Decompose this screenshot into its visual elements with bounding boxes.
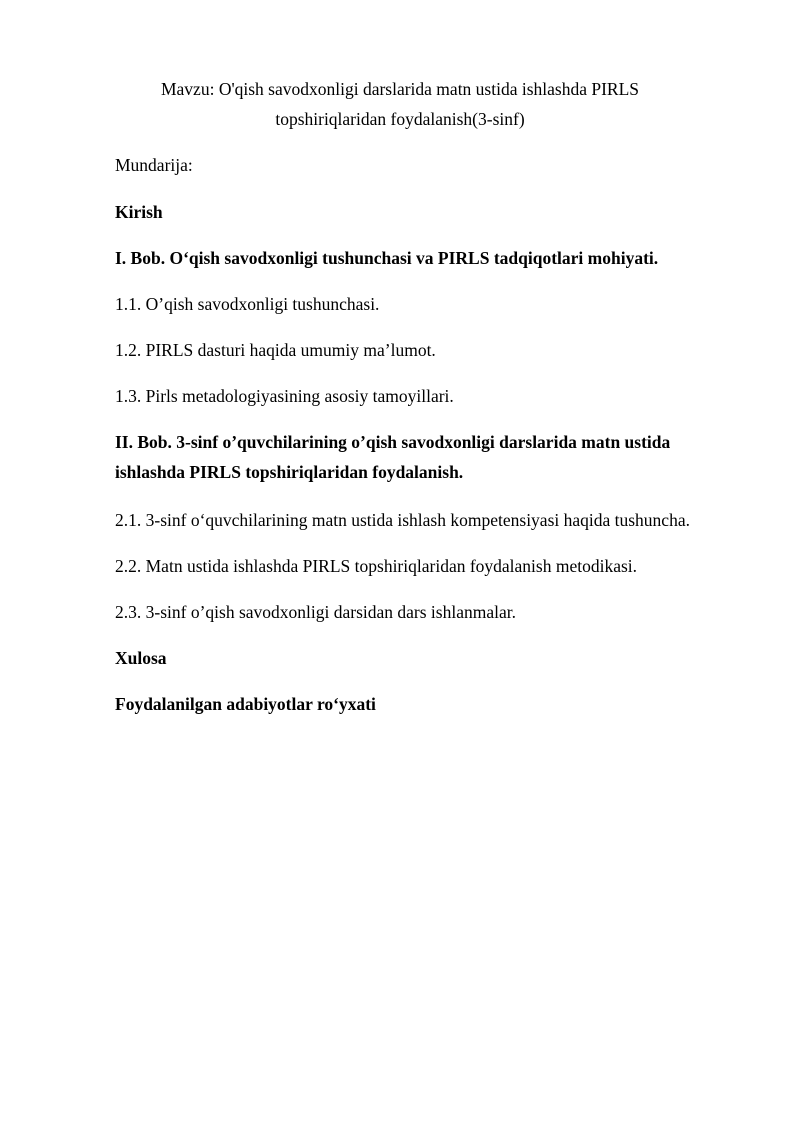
toc-chapter-2-line-1: II. Bob. 3-sinf o’quvchilarining o’qish savodxonligi darslarida matn ustida	[115, 432, 671, 452]
title-line-2: topshiriqlaridan foydalanish(3-sinf)	[275, 109, 525, 129]
toc-section-2-3: 2.3. 3-sinf o’qish savodxonligi darsidan dars ishlanmalar.	[115, 602, 516, 622]
toc-section-2-1: 2.1. 3-sinf o‘quvchilarining matn ustida ishlash kompetensiyasi haqida tushuncha.	[115, 510, 690, 530]
toc-item-intro: Kirish	[115, 202, 163, 222]
toc-chapter-1: I. Bob. O‘qish savodxonligi tushunchasi va PIRLS tadqiqotlari mohiyati.	[115, 248, 659, 268]
toc-section-1-1: 1.1. O’qish savodxonligi tushunchasi.	[115, 294, 380, 314]
toc-heading: Mundarija:	[115, 155, 193, 175]
toc-chapter-2-line-2: ishlashda PIRLS topshiriqlaridan foydalanish.	[115, 462, 464, 482]
toc-chapter-2	[115, 427, 745, 487]
toc-section-1-2: 1.2. PIRLS dasturi haqida umumiy ma’lumot.	[115, 340, 436, 360]
title-line-1: Mavzu: O'qish savodxonligi darslarida matn ustida ishlashda PIRLS	[160, 79, 640, 99]
toc-section-1-3: 1.3. Pirls metadologiyasining asosiy tamoyillari.	[115, 386, 454, 406]
toc-item-conclusion: Xulosa	[115, 648, 167, 668]
toc-item-references: Foydalanilgan adabiyotlar ro‘yxati	[115, 694, 376, 714]
document-title	[115, 74, 685, 134]
toc-section-2-2: 2.2. Matn ustida ishlashda PIRLS topshiriqlaridan foydalanish metodikasi.	[115, 556, 638, 576]
